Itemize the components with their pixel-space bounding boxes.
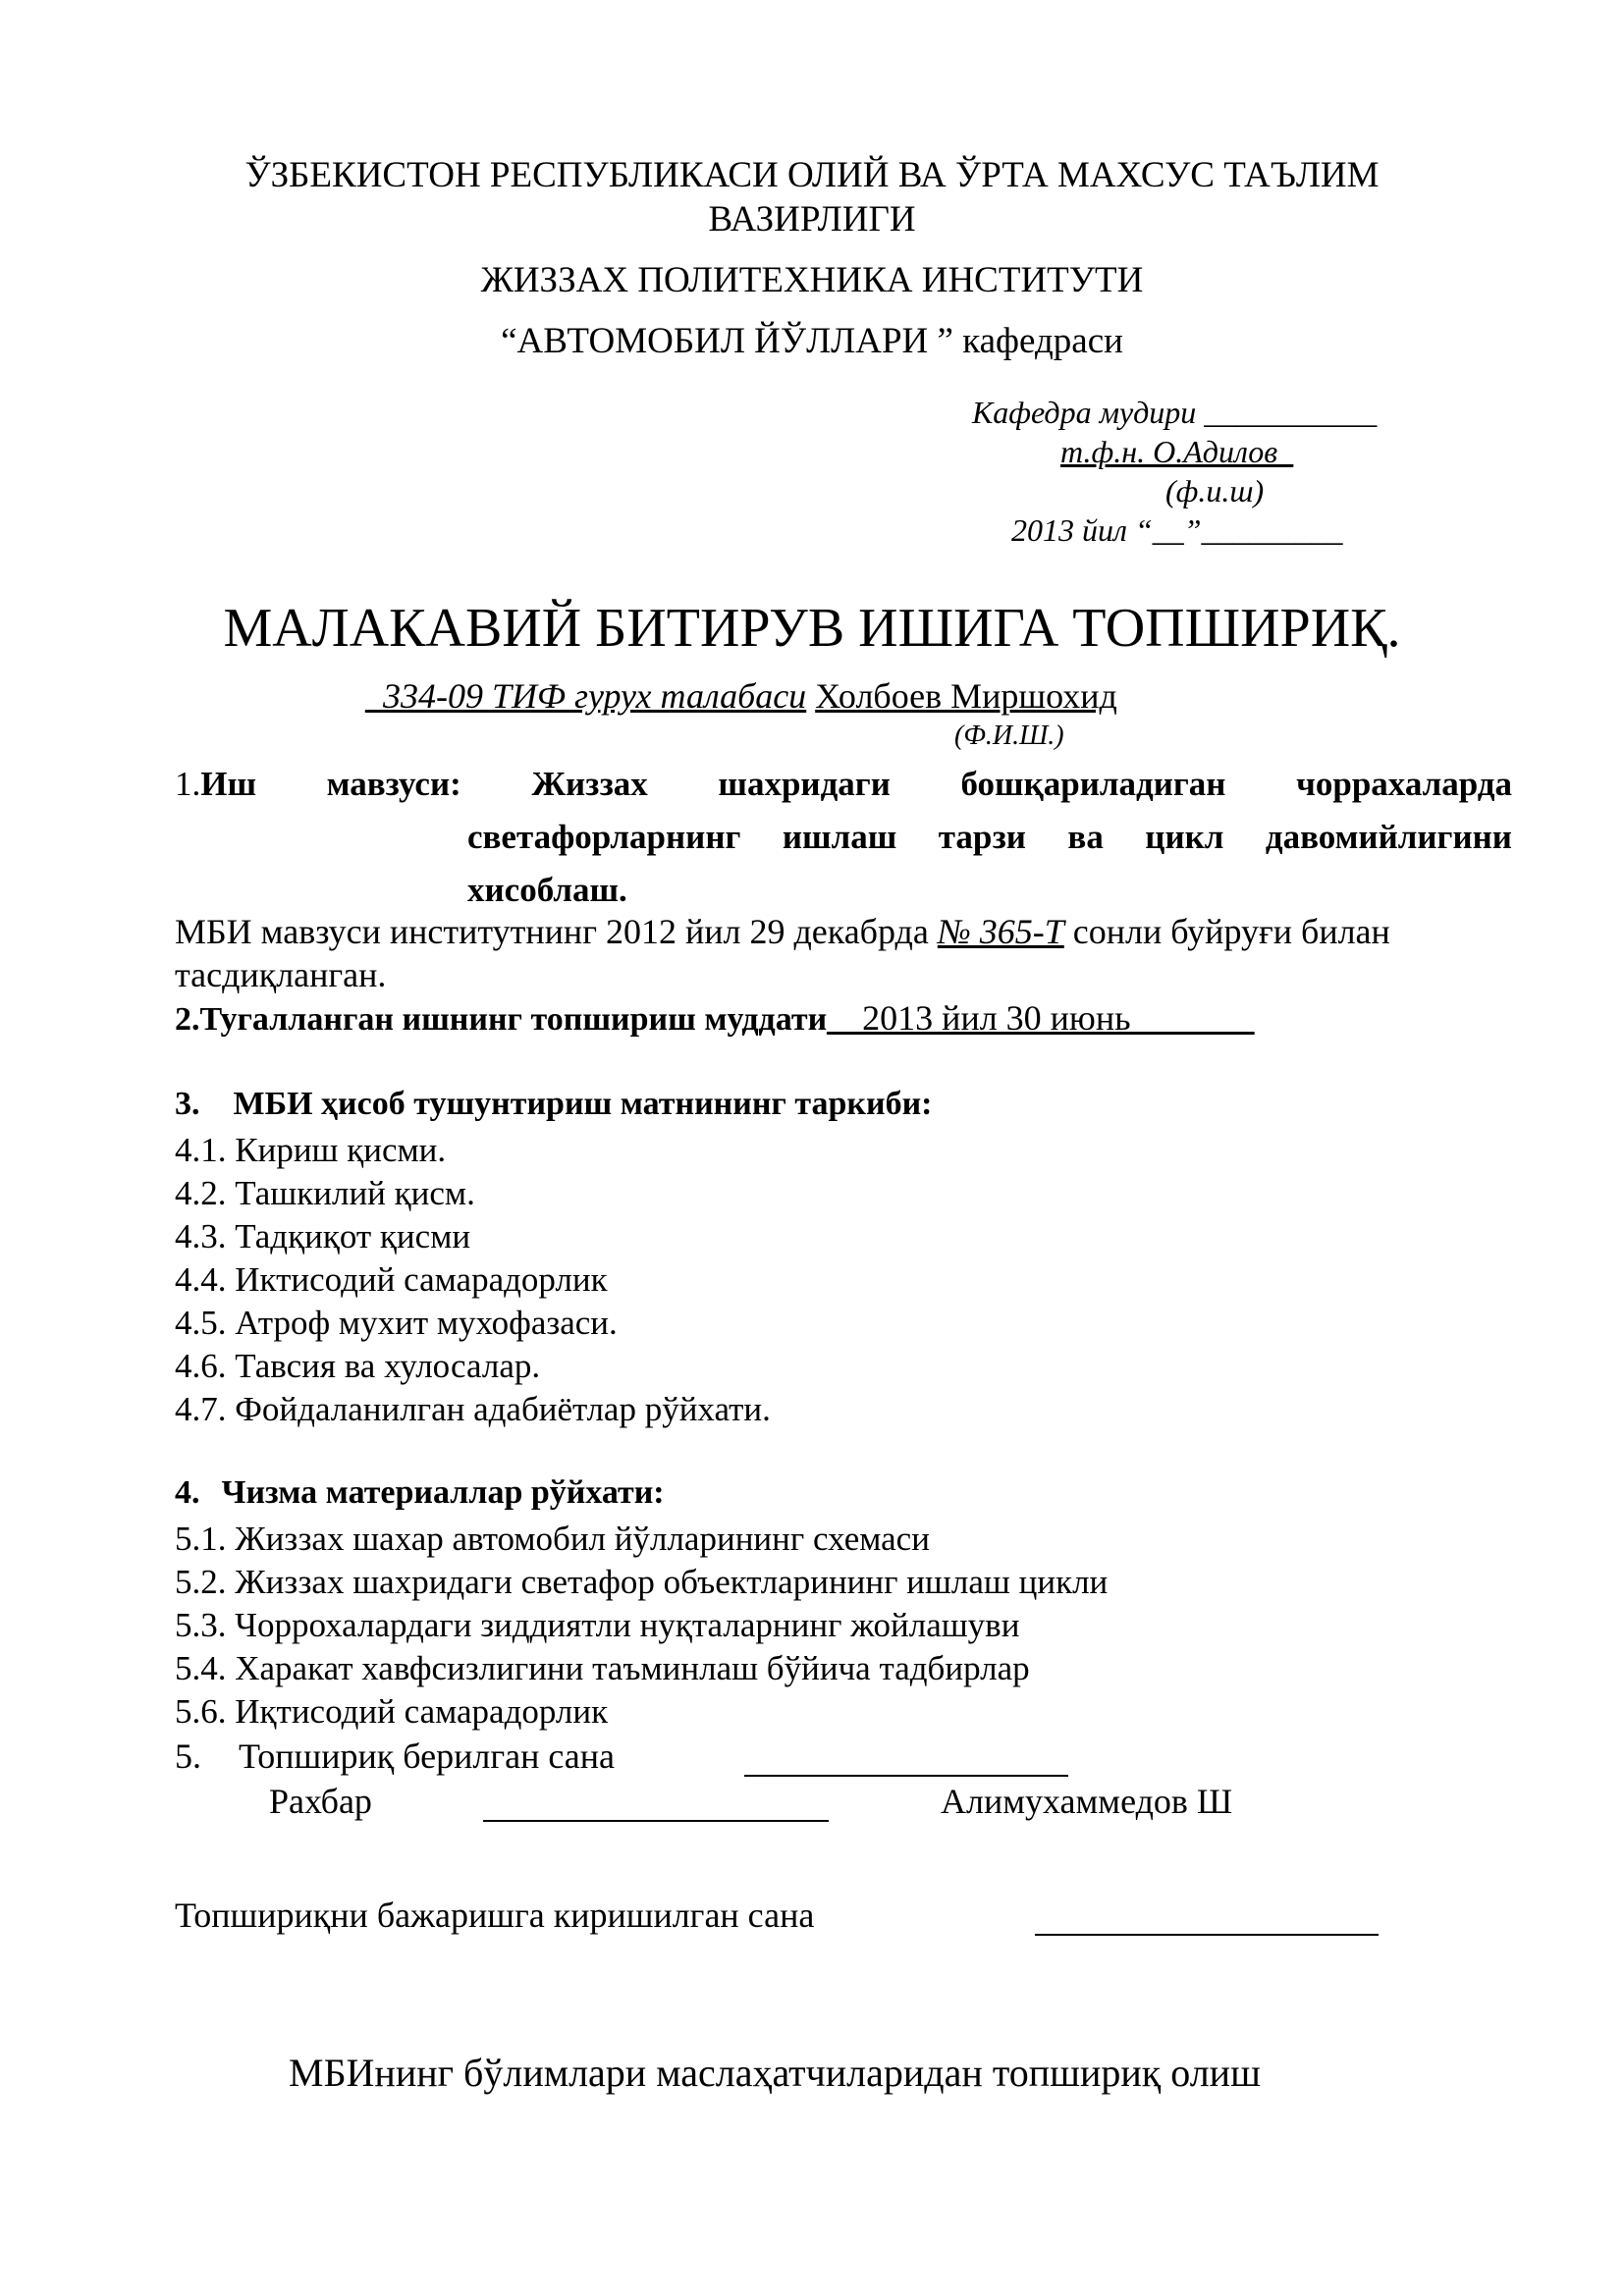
consultants-heading: МБИнинг бўлимлари маслаҳатчиларидан топшириқ олиш: [289, 2051, 1261, 2095]
drawings-heading-text: Чизма материаллар рўйхати:: [221, 1474, 665, 1511]
drawings-heading-number: 4.: [175, 1474, 200, 1511]
contents-heading-text: МБИ ҳисоб тушунтириш матнининг таркиби:: [233, 1086, 933, 1122]
contents-item: 4.7. Фойдаланилган адабиётлар рўйхати.: [175, 1390, 771, 1428]
issued-date-line: [744, 1775, 1068, 1777]
accepted-label: Топшириқни бажаришга киришилган сана: [175, 1896, 815, 1935]
issued-label: Топшириқ берилган сана: [239, 1736, 615, 1776]
topic-word-2: мавзуси:: [326, 765, 461, 803]
drawings-item: 5.4. Харакат хавфсизлигини таъминлаш бўйича тадбирлар: [175, 1649, 1030, 1687]
deadline-label: 2.Тугалланган ишнинг топшириш муддати: [175, 1001, 828, 1038]
drawings-heading: [175, 1474, 665, 1512]
contents-item: 4.3. Тадқиқот қисми: [175, 1217, 471, 1255]
topic-line2-word-6: давомийлигини: [1265, 818, 1512, 856]
order-text-before: МБИ мавзуси институтнинг 2012 йил 29 декабрда: [175, 912, 938, 951]
topic-line2-word-4: ва: [1067, 818, 1104, 856]
ministry-line-2: ВАЗИРЛИГИ: [708, 199, 916, 240]
accepted-date-line: [1035, 1934, 1379, 1936]
deadline-line: [175, 997, 1255, 1039]
topic-line2-word-3: тарзи: [938, 818, 1026, 856]
approval-date: 2013 йил “__”_________: [1011, 512, 1343, 548]
contents-heading: [175, 1086, 933, 1123]
topic-number: 1.: [175, 765, 201, 803]
issued-line: [175, 1735, 615, 1777]
order-number: № 365-Т: [937, 912, 1064, 951]
topic-line-3: хисоблаш.: [467, 871, 627, 909]
contents-item: 4.5. Атроф мухит мухофазаси.: [175, 1304, 618, 1342]
topic-word-3: Жиззах: [531, 765, 648, 803]
topic-line2-word-1: светафорларнинг: [467, 818, 741, 856]
order-text-after: сонли буйруғи билан: [1063, 912, 1390, 951]
contents-item: 4.2. Ташкилий қисм.: [175, 1174, 475, 1212]
drawings-item: 5.1. Жиззах шахар автомобил йўлларининг схемаси: [175, 1520, 930, 1558]
contents-list: [175, 1129, 771, 1431]
topic-block: [175, 758, 1512, 917]
supervisor-name: Алимухаммедов Ш: [941, 1782, 1233, 1821]
topic-line2-word-5: цикл: [1145, 818, 1224, 856]
topic-word-6: чоррахаларда: [1296, 765, 1512, 803]
drawings-item: 5.3. Чоррохалардаги зиддиятли нуқталарнинг жойлашуви: [175, 1606, 1020, 1644]
head-fio-label: (ф.и.ш): [1165, 473, 1265, 508]
drawings-item: 5.6. Иқтисодий самарадорлик: [175, 1692, 609, 1731]
contents-item: 4.4. Иктисодий самарадорлик: [175, 1260, 608, 1299]
contents-item: 4.1. Кириш қисми.: [175, 1131, 447, 1169]
supervisor-label: Рахбар: [269, 1782, 372, 1821]
ministry-line-1: ЎЗБЕКИСТОН РЕСПУБЛИКАСИ ОЛИЙ ВА ЎРТА МАХСУС ТАЪЛИМ: [244, 155, 1380, 195]
drawings-list: [175, 1518, 1108, 1734]
topic-line-2: [175, 811, 1512, 864]
student-name: Холбоев Миршохид: [815, 676, 1117, 716]
institute-name: ЖИЗЗАХ ПОЛИТЕХНИКА ИНСТИТУТИ: [480, 260, 1144, 300]
order-line-2: тасдиқланган.: [175, 955, 387, 994]
student-group: _334-09 ТИФ гурух талабаси: [365, 676, 807, 716]
topic-line2-word-2: ишлаш: [782, 818, 897, 856]
topic-word-4: шахридаги: [718, 765, 891, 803]
student-line: [365, 675, 1117, 717]
head-of-department-label: Кафедра мудири ___________: [972, 395, 1378, 430]
page-title: МАЛАКАВИЙ БИТИРУВ ИШИГА ТОПШИРИҚ.: [223, 598, 1401, 659]
drawings-item: 5.2. Жиззах шахридаги светафор объектларининг ишлаш цикли: [175, 1563, 1109, 1601]
topic-line-1: [175, 758, 1512, 811]
contents-heading-number: 3.: [175, 1086, 200, 1122]
contents-item: 4.6. Тавсия ва хулосалар.: [175, 1347, 541, 1385]
supervisor-signature-line: [483, 1820, 829, 1822]
deadline-value: __2013 йил 30 июнь_______: [827, 998, 1255, 1038]
department-name: “АВТОМОБИЛ ЙЎЛЛАРИ ” кафедраси: [501, 321, 1123, 361]
issued-number: 5.: [175, 1736, 201, 1776]
topic-word-5: бошқариладиган: [960, 765, 1226, 803]
head-of-department-name: т.ф.н. О.Адилов_: [1060, 434, 1294, 469]
student-fio-label: (Ф.И.Ш.): [954, 721, 1064, 751]
topic-word-1: 1.Иш: [175, 765, 257, 803]
order-line-1: [175, 911, 1390, 952]
